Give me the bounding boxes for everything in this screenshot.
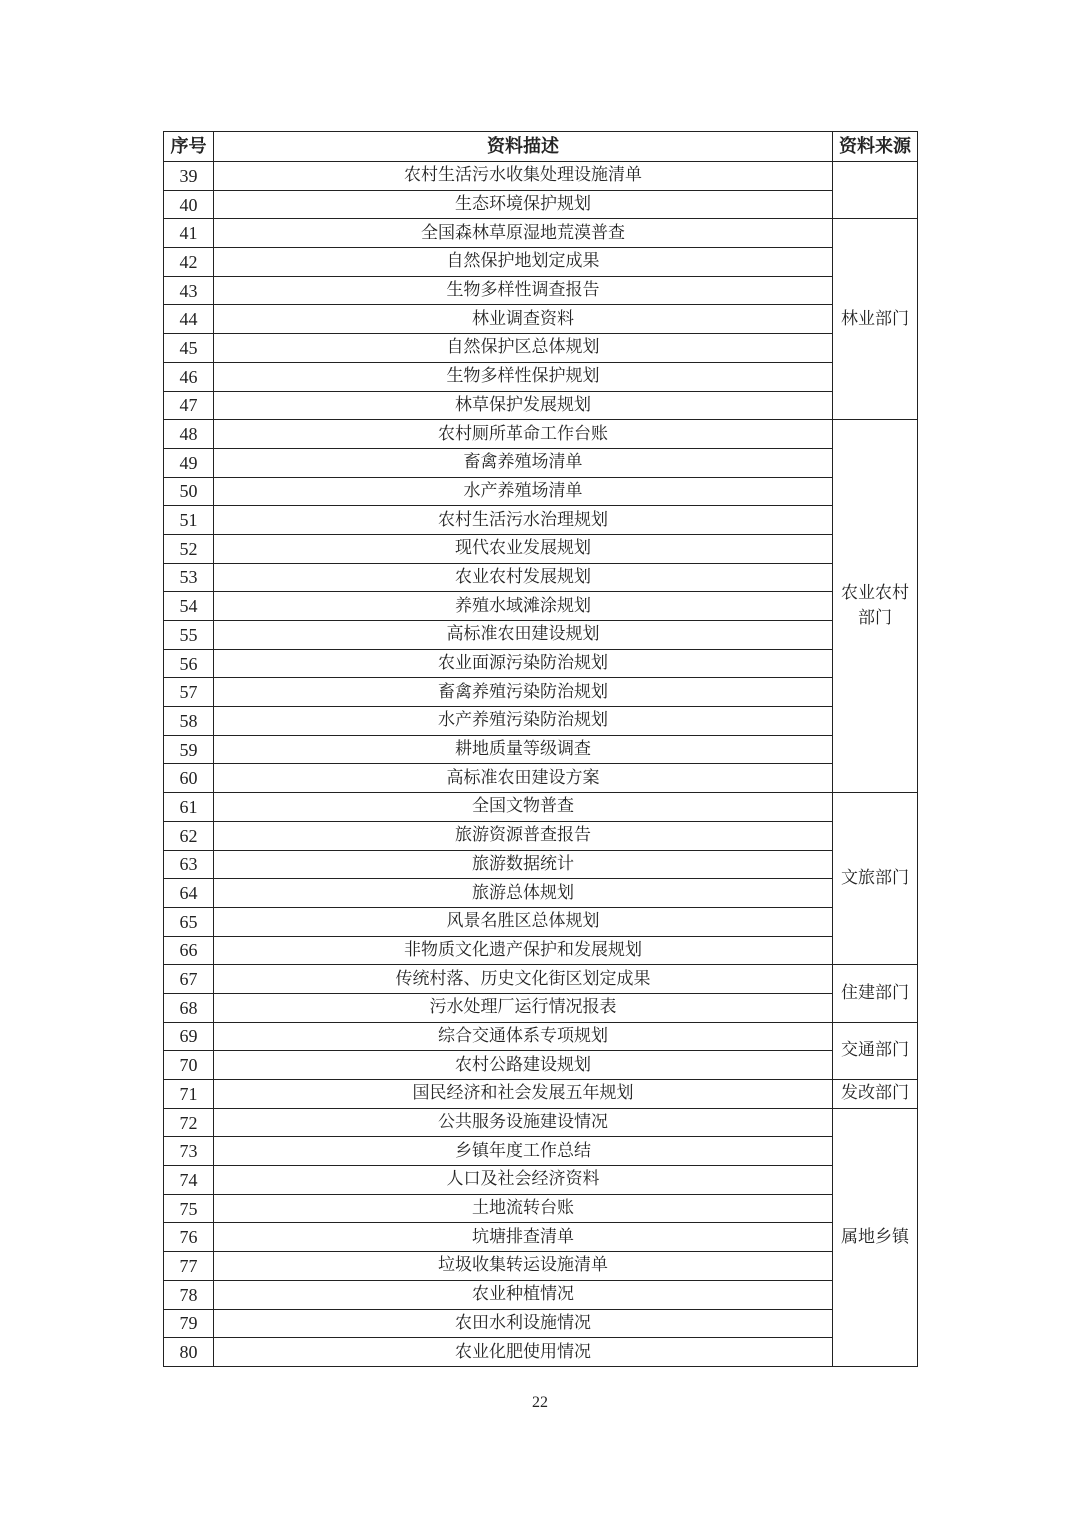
row-number: 45 bbox=[164, 334, 214, 363]
row-description: 旅游资源普查报告 bbox=[214, 821, 833, 850]
row-number: 47 bbox=[164, 391, 214, 420]
row-number: 43 bbox=[164, 276, 214, 305]
row-number: 58 bbox=[164, 707, 214, 736]
row-description: 国民经济和社会发展五年规划 bbox=[214, 1080, 833, 1109]
row-number: 67 bbox=[164, 965, 214, 994]
row-number: 57 bbox=[164, 678, 214, 707]
table-row bbox=[164, 506, 918, 535]
row-number: 42 bbox=[164, 248, 214, 277]
row-description: 公共服务设施建设情况 bbox=[214, 1108, 833, 1137]
row-number: 61 bbox=[164, 793, 214, 822]
row-description: 农村生活污水治理规划 bbox=[214, 506, 833, 535]
row-description: 乡镇年度工作总结 bbox=[214, 1137, 833, 1166]
table-body bbox=[164, 162, 918, 1367]
row-number: 77 bbox=[164, 1252, 214, 1281]
row-source: 农业农村部门 bbox=[833, 420, 918, 793]
row-number: 49 bbox=[164, 448, 214, 477]
row-description: 全国森林草原湿地荒漠普查 bbox=[214, 219, 833, 248]
row-number: 76 bbox=[164, 1223, 214, 1252]
row-description: 生物多样性保护规划 bbox=[214, 362, 833, 391]
row-description: 农业面源污染防治规划 bbox=[214, 649, 833, 678]
page-number: 22 bbox=[532, 1394, 548, 1411]
row-description: 水产养殖污染防治规划 bbox=[214, 707, 833, 736]
row-number: 71 bbox=[164, 1080, 214, 1109]
row-number: 66 bbox=[164, 936, 214, 965]
header-no: 序号 bbox=[164, 132, 214, 162]
row-description: 农业化肥使用情况 bbox=[214, 1338, 833, 1367]
row-description: 林草保护发展规划 bbox=[214, 391, 833, 420]
row-source: 交通部门 bbox=[833, 1022, 918, 1079]
row-number: 48 bbox=[164, 420, 214, 449]
table-row bbox=[164, 1080, 918, 1109]
row-description: 农村厕所革命工作台账 bbox=[214, 420, 833, 449]
row-source: 林业部门 bbox=[833, 219, 918, 420]
table-row bbox=[164, 1309, 918, 1338]
materials-table bbox=[163, 131, 918, 1367]
table-row bbox=[164, 1108, 918, 1137]
row-number: 60 bbox=[164, 764, 214, 793]
table-row bbox=[164, 477, 918, 506]
table-row bbox=[164, 420, 918, 449]
table-row bbox=[164, 879, 918, 908]
row-number: 70 bbox=[164, 1051, 214, 1080]
row-description: 畜禽养殖污染防治规划 bbox=[214, 678, 833, 707]
row-description: 风景名胜区总体规划 bbox=[214, 907, 833, 936]
row-number: 44 bbox=[164, 305, 214, 334]
table-row bbox=[164, 219, 918, 248]
row-number: 78 bbox=[164, 1280, 214, 1309]
row-number: 40 bbox=[164, 190, 214, 219]
row-description: 养殖水域滩涂规划 bbox=[214, 592, 833, 621]
header-description: 资料描述 bbox=[214, 132, 833, 162]
table-row bbox=[164, 850, 918, 879]
row-number: 41 bbox=[164, 219, 214, 248]
table-row bbox=[164, 190, 918, 219]
row-number: 63 bbox=[164, 850, 214, 879]
table-row bbox=[164, 162, 918, 191]
table-row bbox=[164, 1252, 918, 1281]
row-number: 52 bbox=[164, 534, 214, 563]
table-row bbox=[164, 793, 918, 822]
row-number: 64 bbox=[164, 879, 214, 908]
row-source: 发改部门 bbox=[833, 1080, 918, 1109]
row-description: 畜禽养殖场清单 bbox=[214, 448, 833, 477]
table-row bbox=[164, 448, 918, 477]
row-number: 73 bbox=[164, 1137, 214, 1166]
table-row bbox=[164, 735, 918, 764]
table-row bbox=[164, 1022, 918, 1051]
row-number: 68 bbox=[164, 993, 214, 1022]
row-description: 生物多样性调查报告 bbox=[214, 276, 833, 305]
row-source: 文旅部门 bbox=[833, 793, 918, 965]
row-description: 林业调查资料 bbox=[214, 305, 833, 334]
row-description: 自然保护地划定成果 bbox=[214, 248, 833, 277]
table-row bbox=[164, 563, 918, 592]
table-row bbox=[164, 305, 918, 334]
table-row bbox=[164, 621, 918, 650]
table-row bbox=[164, 936, 918, 965]
table-row bbox=[164, 649, 918, 678]
table-header-row bbox=[164, 132, 918, 162]
table-row bbox=[164, 821, 918, 850]
row-number: 46 bbox=[164, 362, 214, 391]
row-number: 51 bbox=[164, 506, 214, 535]
row-description: 农村公路建设规划 bbox=[214, 1051, 833, 1080]
table-row bbox=[164, 592, 918, 621]
table-row bbox=[164, 1051, 918, 1080]
row-source bbox=[833, 162, 918, 219]
table-row bbox=[164, 1280, 918, 1309]
row-description: 污水处理厂运行情况报表 bbox=[214, 993, 833, 1022]
row-source: 住建部门 bbox=[833, 965, 918, 1022]
table-row bbox=[164, 391, 918, 420]
table-row bbox=[164, 362, 918, 391]
table-row bbox=[164, 993, 918, 1022]
row-number: 56 bbox=[164, 649, 214, 678]
row-description: 垃圾收集转运设施清单 bbox=[214, 1252, 833, 1281]
table-row bbox=[164, 276, 918, 305]
row-number: 55 bbox=[164, 621, 214, 650]
row-number: 69 bbox=[164, 1022, 214, 1051]
row-description: 综合交通体系专项规划 bbox=[214, 1022, 833, 1051]
row-description: 生态环境保护规划 bbox=[214, 190, 833, 219]
row-description: 高标准农田建设方案 bbox=[214, 764, 833, 793]
row-number: 54 bbox=[164, 592, 214, 621]
row-description: 现代农业发展规划 bbox=[214, 534, 833, 563]
row-description: 农村生活污水收集处理设施清单 bbox=[214, 162, 833, 191]
row-description: 自然保护区总体规划 bbox=[214, 334, 833, 363]
row-number: 72 bbox=[164, 1108, 214, 1137]
row-description: 高标准农田建设规划 bbox=[214, 621, 833, 650]
table-row bbox=[164, 678, 918, 707]
header-source: 资料来源 bbox=[833, 132, 918, 162]
table-row bbox=[164, 1338, 918, 1367]
row-description: 水产养殖场清单 bbox=[214, 477, 833, 506]
row-number: 79 bbox=[164, 1309, 214, 1338]
row-number: 53 bbox=[164, 563, 214, 592]
table-row bbox=[164, 1223, 918, 1252]
table-row bbox=[164, 248, 918, 277]
row-description: 耕地质量等级调查 bbox=[214, 735, 833, 764]
row-number: 59 bbox=[164, 735, 214, 764]
row-number: 74 bbox=[164, 1166, 214, 1195]
row-number: 62 bbox=[164, 821, 214, 850]
table-row bbox=[164, 965, 918, 994]
row-description: 坑塘排查清单 bbox=[214, 1223, 833, 1252]
row-description: 农业种植情况 bbox=[214, 1280, 833, 1309]
row-description: 非物质文化遗产保护和发展规划 bbox=[214, 936, 833, 965]
table-row bbox=[164, 1166, 918, 1195]
row-description: 传统村落、历史文化街区划定成果 bbox=[214, 965, 833, 994]
row-description: 人口及社会经济资料 bbox=[214, 1166, 833, 1195]
table-row bbox=[164, 907, 918, 936]
row-number: 75 bbox=[164, 1194, 214, 1223]
table-row bbox=[164, 534, 918, 563]
row-description: 土地流转台账 bbox=[214, 1194, 833, 1223]
table-row bbox=[164, 334, 918, 363]
row-description: 农业农村发展规划 bbox=[214, 563, 833, 592]
row-source: 属地乡镇 bbox=[833, 1108, 918, 1366]
row-number: 80 bbox=[164, 1338, 214, 1367]
row-description: 农田水利设施情况 bbox=[214, 1309, 833, 1338]
row-number: 50 bbox=[164, 477, 214, 506]
table-row bbox=[164, 1137, 918, 1166]
row-number: 65 bbox=[164, 907, 214, 936]
row-description: 旅游总体规划 bbox=[214, 879, 833, 908]
row-description: 全国文物普查 bbox=[214, 793, 833, 822]
table-row bbox=[164, 1194, 918, 1223]
row-description: 旅游数据统计 bbox=[214, 850, 833, 879]
row-number: 39 bbox=[164, 162, 214, 191]
table-row bbox=[164, 764, 918, 793]
table-row bbox=[164, 707, 918, 736]
